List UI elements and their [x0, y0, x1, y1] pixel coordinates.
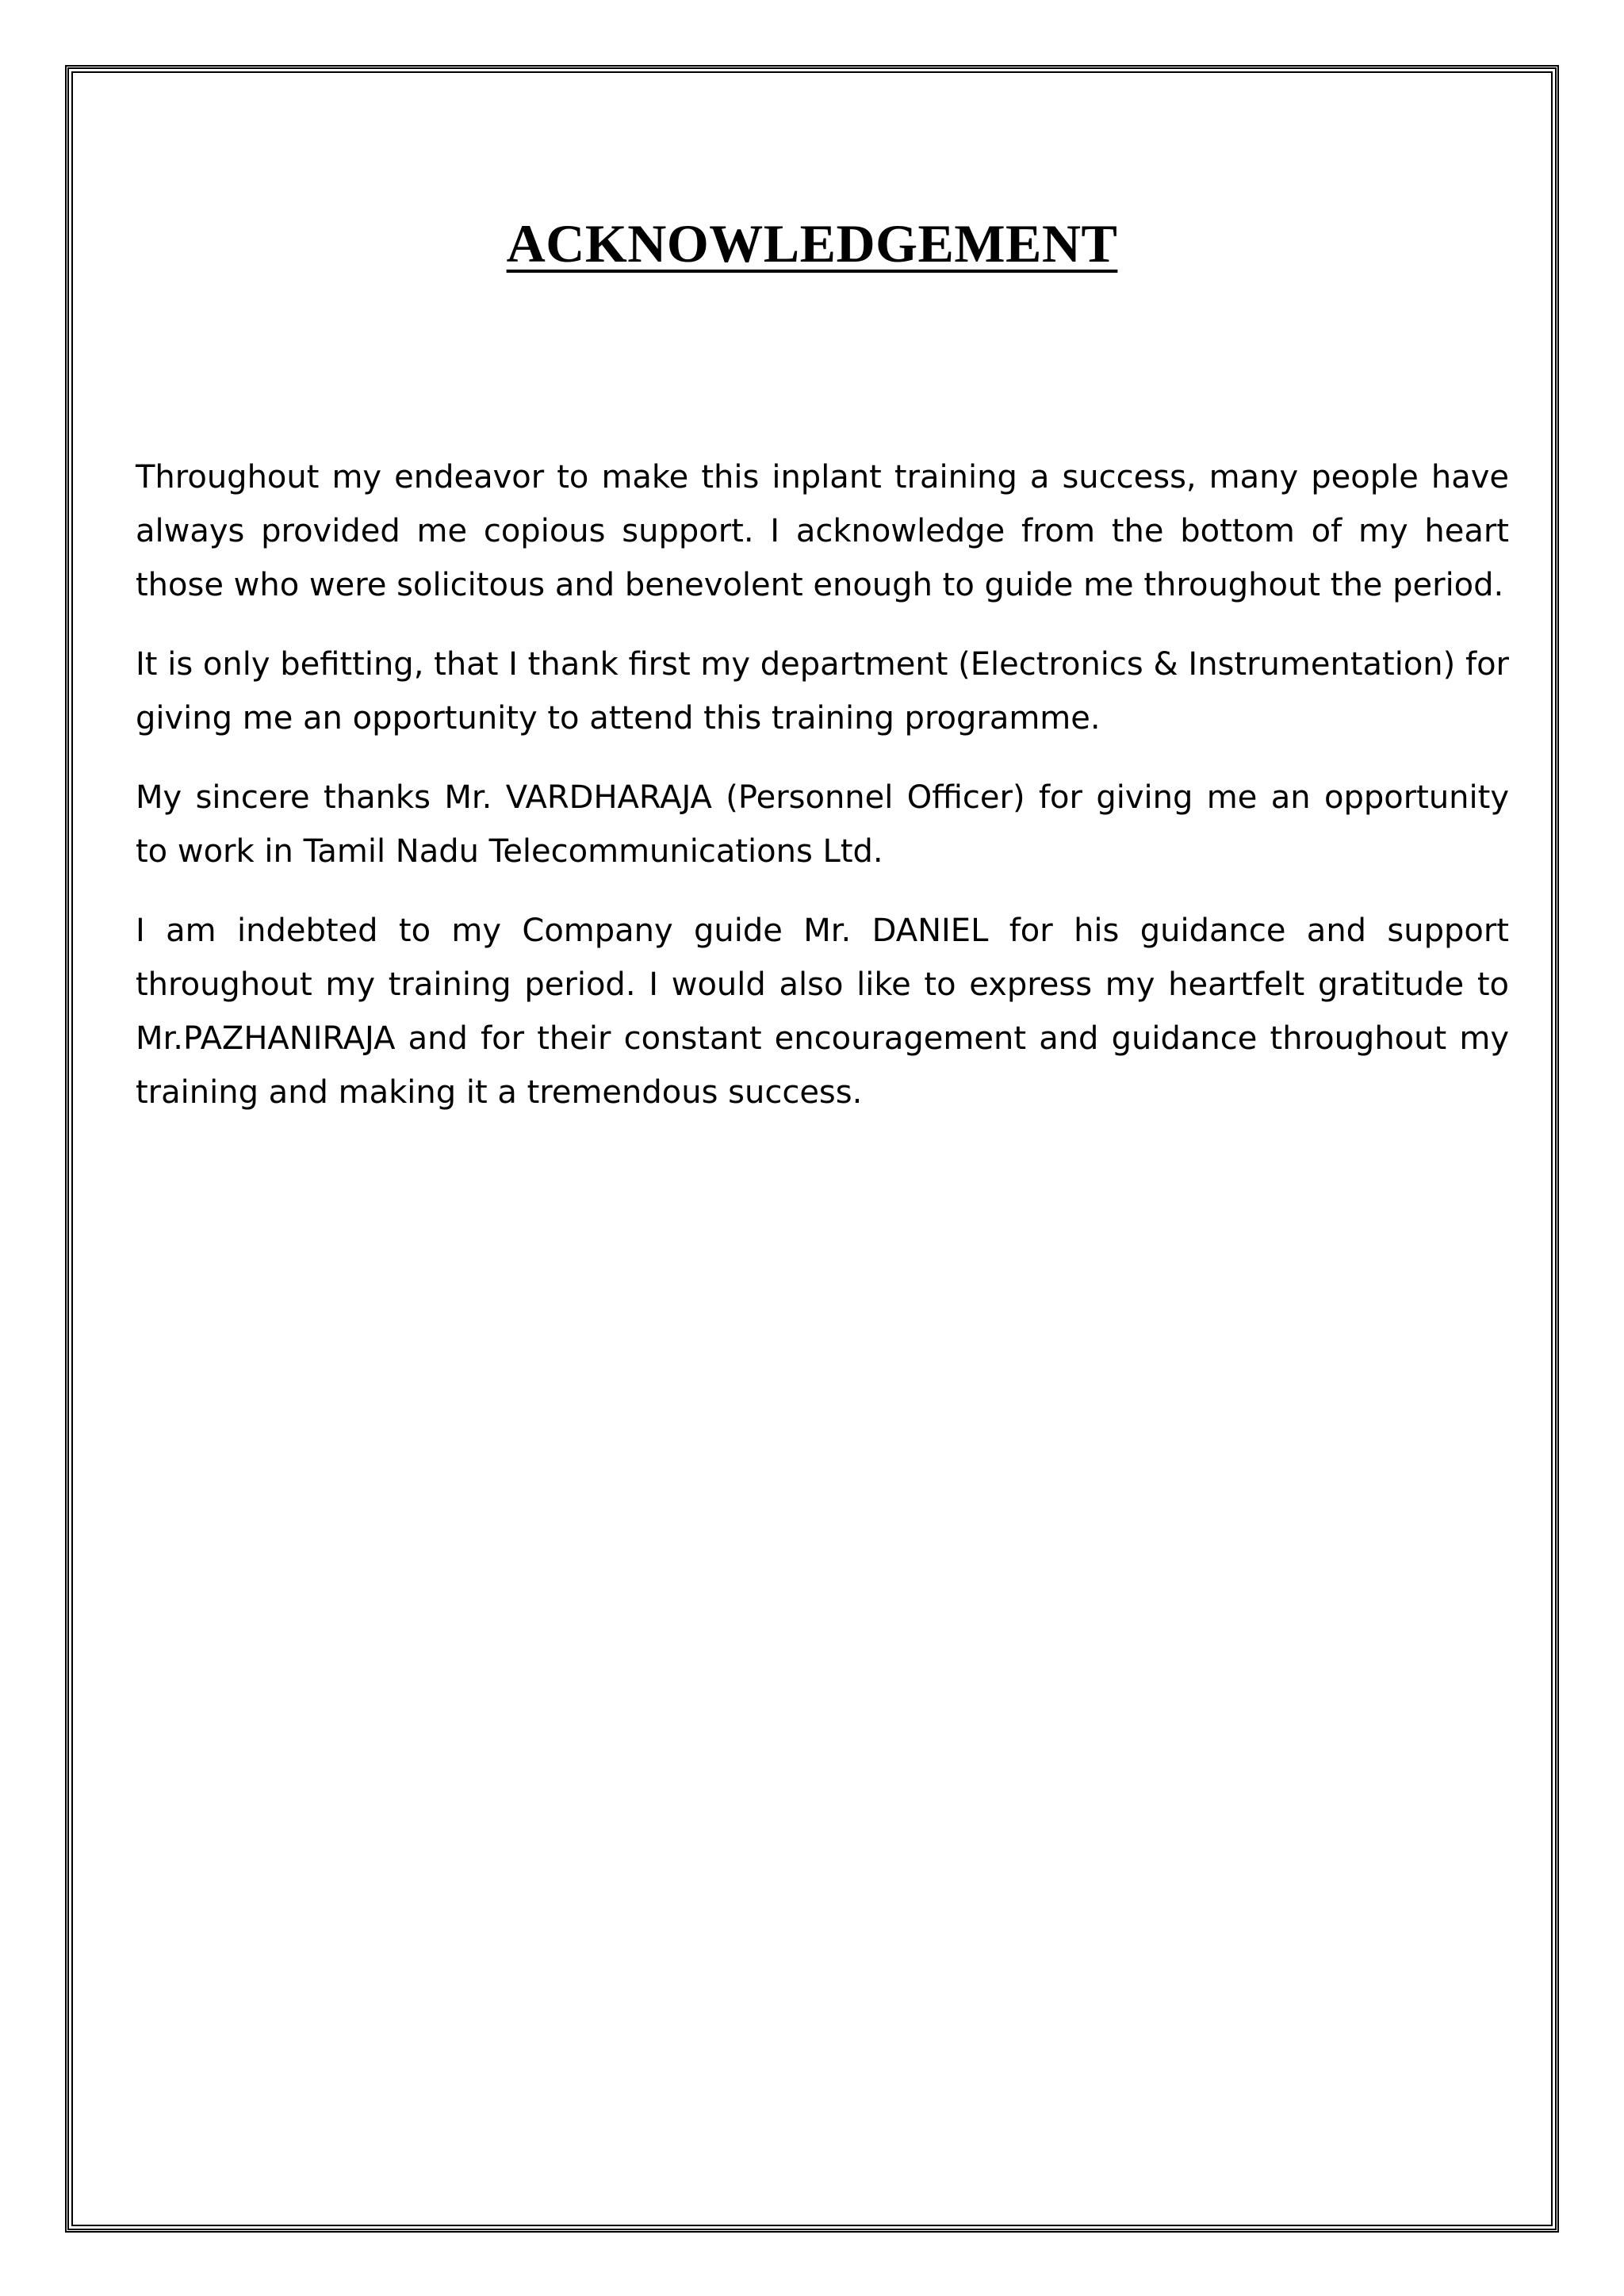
page-border: [65, 65, 1559, 2233]
page-title: ACKNOWLEDGEMENT: [506, 213, 1118, 274]
paragraph-3: My sincere thanks Mr. VARDHARAJA (Personnel Officer) for giving me an opportunity to work in Tamil Nadu Telecommunications Ltd.: [136, 779, 1509, 870]
acknowledgement-body: [136, 450, 1509, 1145]
paragraph-4: I am indebted to my Company guide Mr. DANIEL for his guidance and support throughout my training period. I would also like to express my heartfelt gratitude to Mr.PAZHANIRAJA and for their constant encouragement and guidance throughout my training and making it a tremendous success.: [136, 913, 1509, 1111]
paragraph-1: Throughout my endeavor to make this inplant training a success, many people have always provided me copious support. I acknowledge from the bottom of my heart those who were solicitous and benevolent enough to guide me throughout the period.: [136, 459, 1509, 603]
paragraph-2: It is only befitting, that I thank first my department (Electronics & Instrumentation) for giving me an opportunity to attend this training programme.: [136, 646, 1509, 737]
